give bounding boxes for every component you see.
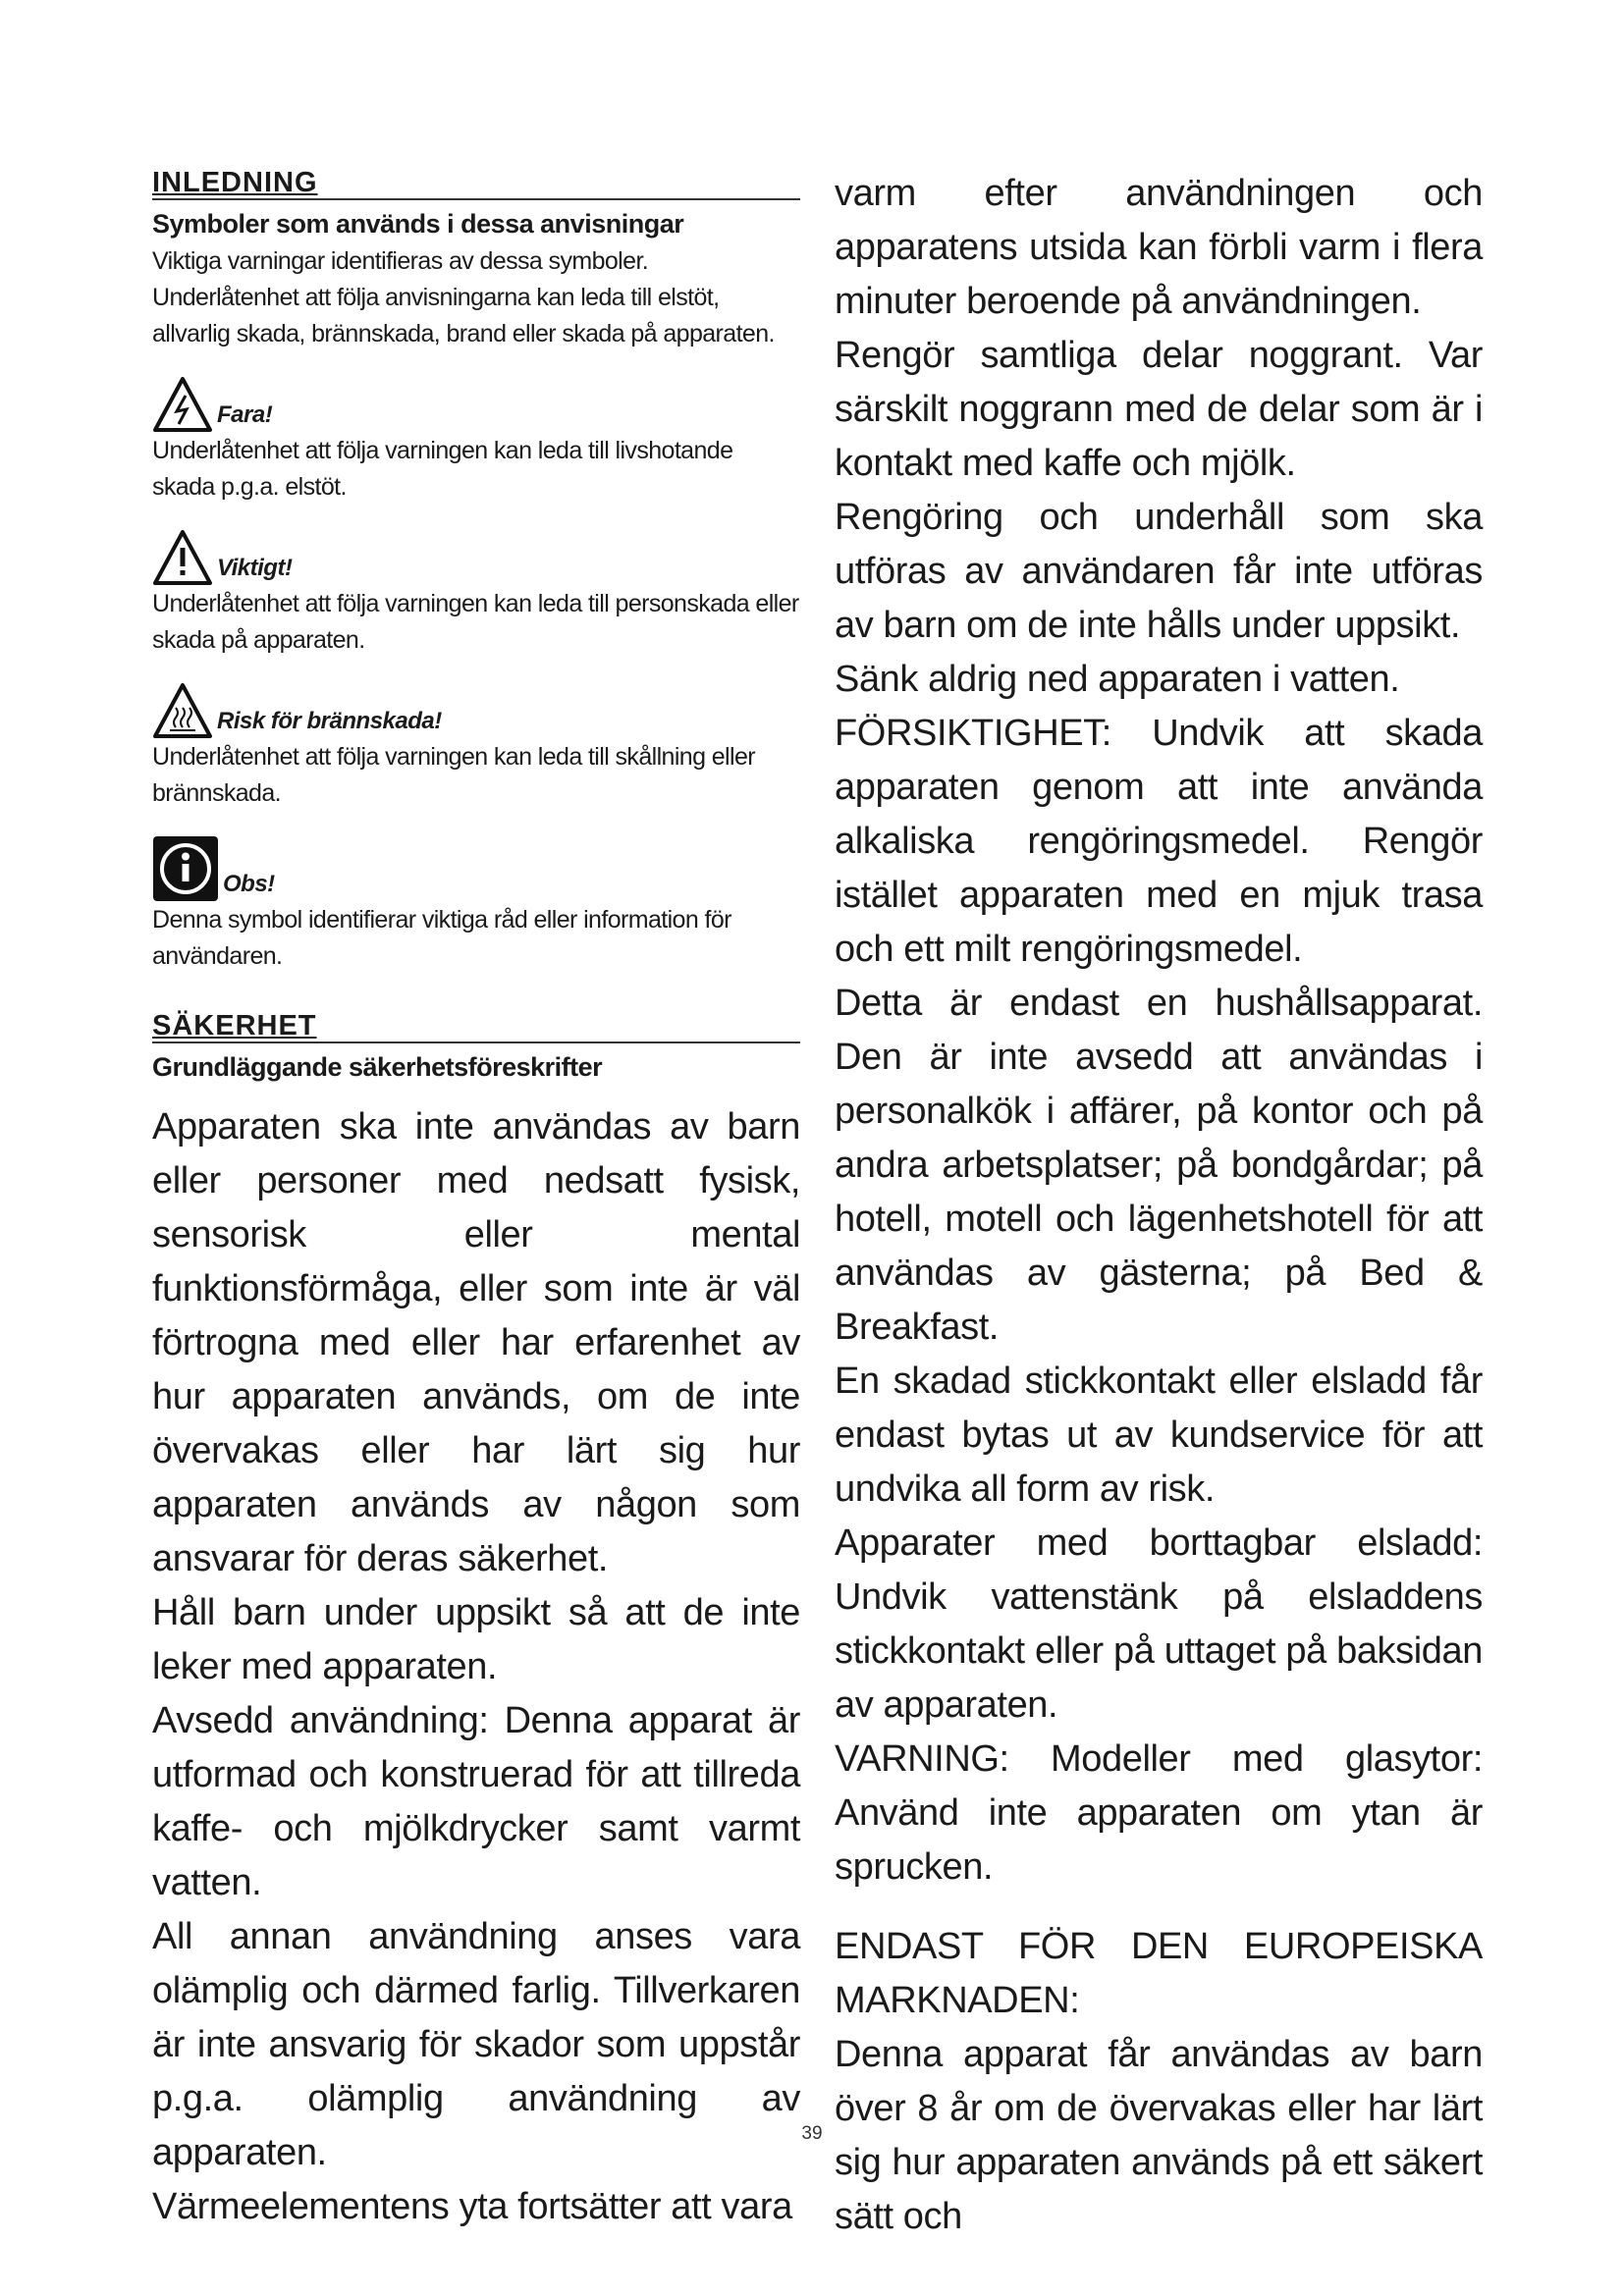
info-text: Denna symbol identifierar viktiga råd eller information för användaren. (152, 906, 731, 970)
intro-line-2: Underlåtenhet att följa anvisningarna kan leda till elstöt, allvarlig skada, brännskada, brand eller skada på apparaten. (152, 284, 775, 347)
page-number: 39 (801, 2123, 823, 2144)
safety-right-paragraph-8: Apparater med borttagbar elsladd: Undvik vattenstänk på elsladdens stickkontakt eller på uttaget på baksidan av apparaten. (835, 1522, 1483, 1726)
burn-risk-warning-icon (152, 682, 213, 739)
safety-right-paragraph-7: En skadad stickkontakt eller elsladd får endast bytas ut av kundservice för att undvika all form av risk. (835, 1361, 1483, 1510)
right-column (835, 167, 1483, 2244)
intro-heading: INLEDNING (152, 167, 800, 200)
eu-market-text: Denna apparat får användas av barn över 8 år om de övervakas eller har lärt sig hur apparaten används på ett säkert sätt och (835, 2034, 1483, 2237)
safety-left-paragraph-3: Avsedd användning: Denna apparat är utformad och konstruerad för att tillreda kaffe- och mjölkdrycker samt varmt vatten. (152, 1700, 800, 1903)
danger-electric-warning-icon (152, 376, 213, 433)
safety-left-paragraph-1: Apparaten ska inte användas av barn eller personer med nedsatt fysisk, sensorisk eller mental funktionsförmåga, eller som inte är väl förtrogna med eller har erfarenhet av hur apparaten används, om de inte övervakas eller har lärt sig hur apparaten används av någon som ansvarar för deras säkerhet. (152, 1106, 800, 1579)
safety-left-paragraph-4: All annan användning anses vara olämplig och därmed farlig. Tillverkaren är inte ansvarig för skador som uppstår p.g.a. olämplig användning av apparaten. (152, 1916, 800, 2173)
safety-right-paragraph-5: FÖRSIKTIGHET: Undvik att skada apparaten genom att inte använda alkaliska rengöringsmedel. Rengör istället apparaten med en mjuk trasa och ett milt rengöringsmedel. (835, 713, 1483, 970)
safety-heading: SÄKERHET (152, 1010, 800, 1043)
info-label: Obs! (223, 871, 275, 897)
important-warning-icon (152, 529, 213, 586)
burn-risk-text: Underlåtenhet att följa varningen kan leda till skållning eller brännskada. (152, 743, 755, 807)
safety-left-paragraph-5: Värmeelementens yta fortsätter att vara (152, 2186, 792, 2227)
left-column (152, 167, 800, 2234)
safety-subheading: Grundläggande säkerhetsföreskrifter (152, 1052, 603, 1082)
safety-right-paragraph-1: varm efter användningen och apparatens utsida kan förbli varm i flera minuter beroende på användningen. (835, 173, 1483, 322)
eu-market-heading: ENDAST FÖR DEN EUROPEISKA MARKNADEN: (835, 1926, 1483, 2021)
intro-line-1: Viktiga varningar identifieras av dessa symboler. (152, 247, 649, 275)
symbol-important (152, 519, 800, 586)
intro-subheading: Symboler som används i dessa anvisningar (152, 209, 684, 239)
safety-right-paragraph-6: Detta är endast en hushållsapparat. Den är inte avsedd att användas i personalkök i affärer, på kontor och på andra arbetsplatser; på bondgårdar; på hotell, motell och lägenhetshotell för att användas av gästerna; på Bed & Breakfast. (835, 983, 1483, 1348)
symbol-danger (152, 366, 800, 433)
safety-right-paragraph-4: Sänk aldrig ned apparaten i vatten. (835, 659, 1400, 700)
symbol-info (152, 826, 800, 902)
danger-text: Underlåtenhet att följa varningen kan leda till livshotande skada p.g.a. elstöt. (152, 437, 733, 501)
safety-left-paragraph-2: Håll barn under uppsikt så att de inte leker med apparaten. (152, 1592, 800, 1687)
info-icon (152, 835, 219, 902)
safety-right-paragraph-2: Rengör samtliga delar noggrant. Var särskilt noggrann med de delar som är i kontakt med kaffe och mjölk. (835, 335, 1483, 484)
safety-right-paragraph-9: VARNING: Modeller med glasytor: Använd inte apparaten om ytan är sprucken. (835, 1738, 1483, 1888)
symbol-burn-risk (152, 672, 800, 739)
important-text: Underlåtenhet att följa varningen kan leda till personskada eller skada på apparaten. (152, 590, 799, 654)
danger-label: Fara! (217, 401, 273, 428)
important-label: Viktigt! (217, 555, 293, 581)
safety-right-paragraph-3: Rengöring och underhåll som ska utföras av användaren får inte utföras av barn om de inte hålls under uppsikt. (835, 497, 1483, 646)
burn-risk-label: Risk för brännskada! (217, 708, 442, 734)
